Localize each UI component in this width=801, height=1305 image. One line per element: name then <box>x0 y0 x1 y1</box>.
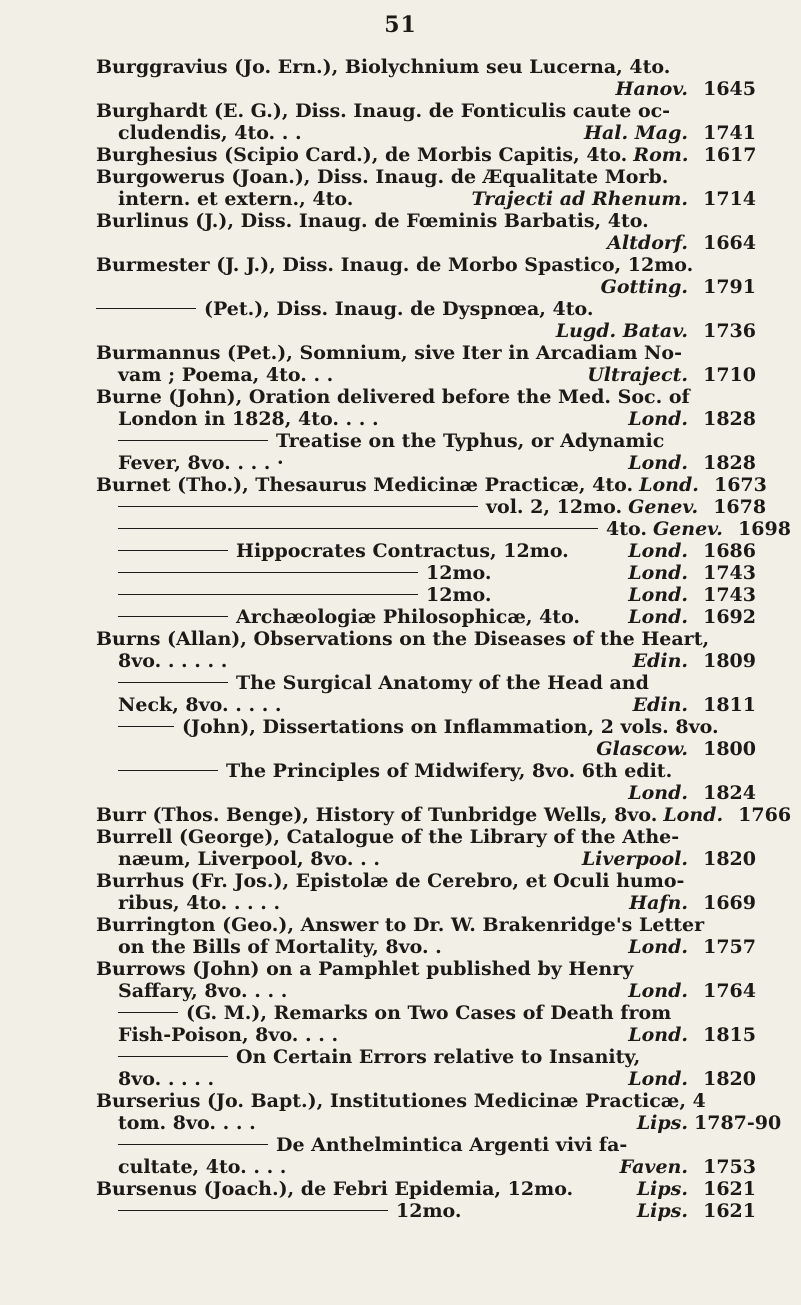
entry-text: Saffary, 8vo. . . . <box>118 980 288 1002</box>
entry-year: 1714 <box>703 188 756 210</box>
entry-text-line <box>96 672 756 694</box>
entry-text: On Certain Errors relative to Insanity, <box>236 1046 641 1068</box>
entry-year: 1621 <box>703 1178 756 1200</box>
entry-line <box>96 606 756 628</box>
entry-text: næum, Liverpool, 8vo. . . <box>118 848 380 870</box>
entry-text-line <box>96 386 756 408</box>
ditto-rule <box>118 726 174 727</box>
entry-year: 1824 <box>703 782 756 804</box>
entry-year: 1828 <box>703 452 756 474</box>
entry-line <box>96 1068 756 1090</box>
entry-place: Faven. <box>619 1156 688 1178</box>
entry-text-line <box>96 56 756 78</box>
entry-text-line <box>96 716 756 738</box>
entry-text: Burmannus (Pet.), Somnium, sive Iter in Arcadiam No- <box>96 342 682 364</box>
entry-year: 1741 <box>703 122 756 144</box>
ditto-rule <box>118 440 268 441</box>
entry-text-line <box>96 628 756 650</box>
entry-text: Burne (John), Oration delivered before the Med. Soc. of <box>96 386 690 408</box>
entry-text: The Surgical Anatomy of the Head and <box>236 672 649 694</box>
entry-text: De Anthelmintica Argenti vivi fa- <box>276 1134 628 1156</box>
entry-year: 1828 <box>703 408 756 430</box>
entry-text: Burghardt (E. G.), Diss. Inaug. de Fonticulis caute oc- <box>96 100 671 122</box>
entry-year: 1698 <box>738 518 791 540</box>
entry-place: Lips. <box>636 1112 688 1134</box>
entry-imprint-line <box>96 320 756 342</box>
ditto-rule <box>118 1210 388 1211</box>
entry-imprint-line <box>96 78 756 100</box>
entry-text-line <box>96 760 756 782</box>
ditto-rule <box>118 1144 268 1145</box>
entry-line <box>96 408 756 430</box>
entry-line <box>96 122 756 144</box>
entry-text: Burghesius (Scipio Card.), de Morbis Capitis, 4to. <box>96 144 628 166</box>
ditto-rule <box>118 616 228 617</box>
entry-text-line <box>96 1090 756 1112</box>
entry-year: 1621 <box>703 1200 756 1222</box>
entry-place: Genev. <box>652 518 723 540</box>
entry-text: London in 1828, 4to. . . . <box>118 408 379 430</box>
entry-place: Genev. <box>628 496 699 518</box>
entry-year: 1669 <box>703 892 756 914</box>
entry-year: 1820 <box>703 848 756 870</box>
ditto-rule <box>118 770 218 771</box>
entry-text: Burserius (Jo. Bapt.), Institutiones Medicinæ Practicæ, 4 <box>96 1090 706 1112</box>
entry-text: Fish-Poison, 8vo. . . . <box>118 1024 339 1046</box>
entry-year: 1811 <box>703 694 756 716</box>
entry-text: Burgowerus (Joan.), Diss. Inaug. de Æqualitate Morb. <box>96 166 669 188</box>
entry-year: 1815 <box>703 1024 756 1046</box>
entry-year: 1766 <box>738 804 792 826</box>
entry-text: 4to. <box>606 518 647 540</box>
entry-text: 8vo. . . . . . <box>118 650 228 672</box>
entry-text-line <box>96 298 756 320</box>
entry-place: Edin. <box>632 694 688 716</box>
entry-imprint-line <box>96 232 756 254</box>
entry-text: Burmester (J. J.), Diss. Inaug. de Morbo Spastico, 12mo. <box>96 254 694 276</box>
ditto-rule <box>118 682 228 683</box>
entry-line <box>96 892 756 914</box>
entry-text-line <box>96 430 756 452</box>
entry-line <box>96 518 791 540</box>
entry-place: Edin. <box>632 650 688 672</box>
entry-line <box>96 1024 756 1046</box>
entry-text: cultate, 4to. . . . <box>118 1156 287 1178</box>
entry-line <box>96 188 756 210</box>
entry-text: (Pet.), Diss. Inaug. de Dyspnœa, 4to. <box>204 298 594 320</box>
entry-place: Lips. <box>636 1200 688 1222</box>
ditto-rule <box>118 594 418 595</box>
entry-text-line <box>96 210 756 232</box>
entry-line <box>96 936 756 958</box>
entry-text: 12mo. <box>396 1200 462 1222</box>
entry-text: ribus, 4to. . . . . <box>118 892 281 914</box>
entry-place: Hanov. <box>615 78 688 100</box>
entry-place: Glascow. <box>596 738 688 760</box>
entry-line <box>96 144 756 166</box>
entry-line <box>96 562 756 584</box>
entry-text: Burnet (Tho.), Thesaurus Medicinæ Practicæ, 4to. <box>96 474 634 496</box>
entry-text: vol. 2, 12mo. <box>486 496 623 518</box>
entry-text-line <box>96 958 756 980</box>
entry-text: Burrington (Geo.), Answer to Dr. W. Brakenridge's Letter <box>96 914 705 936</box>
entry-place: Lond. <box>628 408 688 430</box>
entry-text: The Principles of Midwifery, 8vo. 6th edit. <box>226 760 673 782</box>
entry-place: Hafn. <box>629 892 688 914</box>
entry-place: Lond. <box>628 584 688 606</box>
entry-text: cludendis, 4to. . . <box>118 122 302 144</box>
ditto-rule <box>118 528 598 529</box>
entry-place: Lond. <box>628 540 688 562</box>
catalogue-entries <box>96 56 792 1222</box>
entry-text: Burns (Allan), Observations on the Diseases of the Heart, <box>96 628 710 650</box>
ditto-rule <box>118 1056 228 1057</box>
entry-imprint-line <box>96 738 756 760</box>
entry-text: Burrows (John) on a Pamphlet published by Henry <box>96 958 634 980</box>
entry-line <box>96 496 767 518</box>
entry-text: Hippocrates Contractus, 12mo. <box>236 540 569 562</box>
entry-text-line <box>96 1046 756 1068</box>
entry-place: Lond. <box>628 606 688 628</box>
entry-text-line <box>96 342 756 364</box>
entry-line <box>96 584 756 606</box>
entry-text: vam ; Poema, 4to. . . <box>118 364 334 386</box>
entry-year: 1753 <box>703 1156 756 1178</box>
entry-year: 1686 <box>703 540 756 562</box>
entry-text: Burlinus (J.), Diss. Inaug. de Fœminis Barbatis, 4to. <box>96 210 649 232</box>
entry-year: 1743 <box>703 562 756 584</box>
entry-text-line <box>96 166 756 188</box>
entry-line <box>96 474 767 496</box>
entry-imprint-line <box>96 276 756 298</box>
entry-line <box>96 650 756 672</box>
entry-year: 1787-90 <box>694 1112 782 1134</box>
entry-text-line <box>96 870 756 892</box>
entry-year: 1764 <box>703 980 756 1002</box>
entry-place: Lond. <box>628 980 688 1002</box>
entry-text: tom. 8vo. . . . <box>118 1112 256 1134</box>
entry-year: 1645 <box>703 78 756 100</box>
entry-text: Neck, 8vo. . . . . <box>118 694 282 716</box>
entry-place: Gotting. <box>600 276 688 298</box>
entry-text: Treatise on the Typhus, or Adynamic <box>276 430 665 452</box>
entry-line <box>96 452 756 474</box>
entry-place: Rom. <box>633 144 689 166</box>
entry-year: 1664 <box>703 232 756 254</box>
entry-year: 1809 <box>703 650 756 672</box>
entry-text: 12mo. <box>426 562 492 584</box>
entry-text: (John), Dissertations on Inflammation, 2 vols. 8vo. <box>182 716 719 738</box>
entry-place: Lond. <box>628 1024 688 1046</box>
entry-text-line <box>96 1002 756 1024</box>
entry-year: 1820 <box>703 1068 756 1090</box>
entry-place: Altdorf. <box>607 232 688 254</box>
ditto-rule <box>96 308 196 309</box>
entry-text-line <box>96 826 756 848</box>
entry-text: Bursenus (Joach.), de Febri Epidemia, 12mo. <box>96 1178 574 1200</box>
entry-text: Burrhus (Fr. Jos.), Epistolæ de Cerebro, et Oculi humo- <box>96 870 685 892</box>
entry-text-line <box>96 100 756 122</box>
entry-year: 1617 <box>703 144 757 166</box>
entry-place: Ultraject. <box>587 364 688 386</box>
entry-place: Lond. <box>628 936 688 958</box>
entry-place: Liverpool. <box>581 848 688 870</box>
entry-place: Lond. <box>628 452 688 474</box>
entry-place: Lips. <box>636 1178 688 1200</box>
entry-year: 1678 <box>713 496 767 518</box>
entry-text: Fever, 8vo. . . . · <box>118 452 284 474</box>
entry-line <box>96 364 756 386</box>
entry-text: on the Bills of Mortality, 8vo. . <box>118 936 442 958</box>
entry-line <box>96 848 756 870</box>
entry-place: Lugd. Batav. <box>555 320 688 342</box>
entry-text: 8vo. . . . . <box>118 1068 215 1090</box>
entry-year: 1757 <box>703 936 756 958</box>
entry-text: Burggravius (Jo. Ern.), Biolychnium seu Lucerna, 4to. <box>96 56 671 78</box>
entry-year: 1791 <box>703 276 756 298</box>
entry-place: Trajecti ad Rhenum. <box>471 188 688 210</box>
entry-text: 12mo. <box>426 584 492 606</box>
page-number: 51 <box>384 12 417 38</box>
entry-place: Lond. <box>628 562 688 584</box>
ditto-rule <box>118 572 418 573</box>
entry-place: Lond. <box>639 474 699 496</box>
entry-line <box>96 1178 756 1200</box>
entry-year: 1673 <box>713 474 767 496</box>
entry-line <box>96 980 756 1002</box>
entry-place: Lond. <box>663 804 724 826</box>
entry-line <box>96 1156 756 1178</box>
entry-line <box>96 1200 756 1222</box>
ditto-rule <box>118 506 478 507</box>
entry-year: 1692 <box>703 606 756 628</box>
entry-text: intern. et extern., 4to. <box>118 188 354 210</box>
entry-text-line <box>96 254 756 276</box>
entry-line <box>96 1112 782 1134</box>
entry-year: 1800 <box>703 738 756 760</box>
entry-line <box>96 694 756 716</box>
ditto-rule <box>118 1012 178 1013</box>
entry-text: Burrell (George), Catalogue of the Library of the Athe- <box>96 826 680 848</box>
entry-place: Hal. Mag. <box>584 122 688 144</box>
entry-line <box>96 804 792 826</box>
entry-text-line <box>96 914 756 936</box>
entry-year: 1710 <box>703 364 756 386</box>
entry-text: Archæologiæ Philosophicæ, 4to. <box>236 606 581 628</box>
entry-text: (G. M.), Remarks on Two Cases of Death from <box>186 1002 672 1024</box>
entry-text-line <box>96 1134 756 1156</box>
ditto-rule <box>118 550 228 551</box>
entry-line <box>96 540 756 562</box>
entry-year: 1743 <box>703 584 756 606</box>
entry-imprint-line <box>96 782 756 804</box>
entry-place: Lond. <box>628 782 688 804</box>
entry-place: Lond. <box>628 1068 688 1090</box>
entry-text: Burr (Thos. Benge), History of Tunbridge Wells, 8vo. <box>96 804 658 826</box>
entry-year: 1736 <box>703 320 756 342</box>
